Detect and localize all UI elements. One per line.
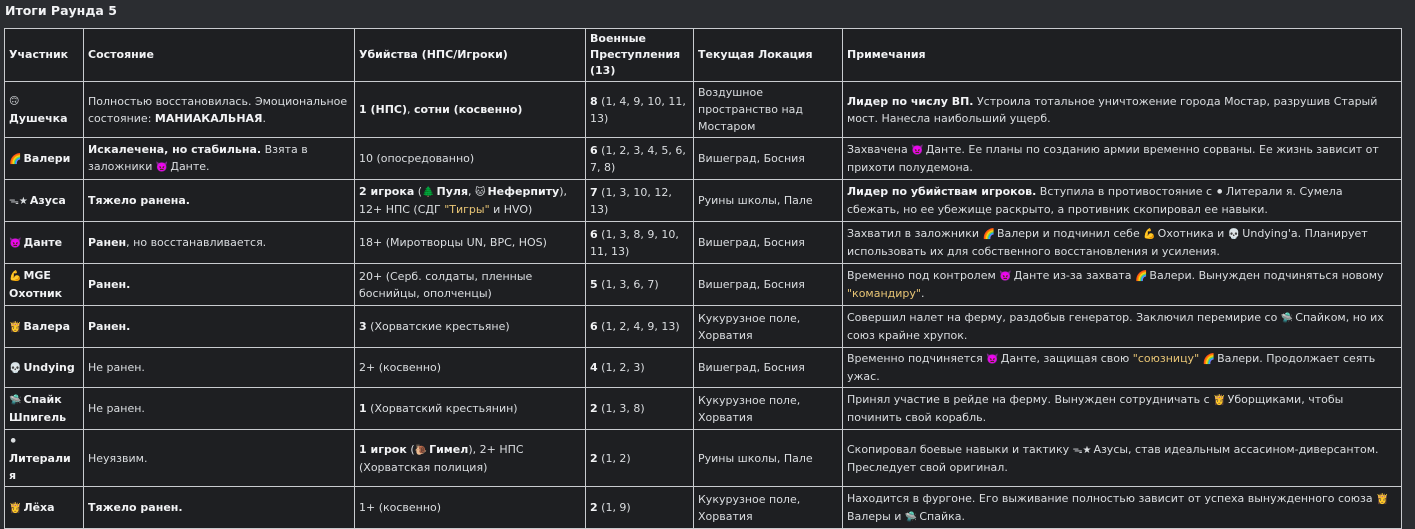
state-text-end: .	[206, 160, 210, 173]
notes-text-end: Undying'а. Планирует использовать их для собственного восстановления и усиления.	[847, 227, 1368, 258]
cell-state	[84, 306, 355, 348]
notes-text: Устроила тотальное уничтожение города Мостар, разрушив Старый мост. Нанесла наибольший ущерб.	[847, 94, 1378, 125]
crimes-list: (1, 3, 8, 9, 10, 11, 13)	[590, 227, 679, 258]
crimes-list: (1, 9)	[597, 501, 631, 514]
notes-text-2: Валери и подчинил себе	[996, 227, 1144, 240]
cell-location: Кукурузное поле, Хорватия	[694, 306, 843, 348]
header-crimes-line2: Преступления (13)	[590, 48, 681, 77]
cell-notes	[843, 82, 1402, 138]
table-header-row	[5, 29, 1402, 82]
princess-icon: 👸	[1213, 395, 1226, 406]
table-row-mge-hunter	[5, 264, 1402, 306]
state-emphasis: Ранен.	[88, 278, 131, 291]
cell-location: Руины школы, Пале	[694, 180, 843, 222]
cell-participant	[5, 348, 84, 388]
flying-saucer-icon: 🛸	[904, 511, 918, 523]
sparkle-icon: ᯓ★	[9, 195, 28, 207]
cell-kills	[355, 306, 586, 348]
cell-participant	[5, 82, 84, 138]
cell-location: Кукурузное поле, Хорватия	[694, 487, 843, 529]
rainbow-icon: 🌈	[9, 153, 22, 165]
state-emphasis: Искалечена, но стабильна.	[88, 143, 262, 156]
cell-state	[84, 180, 355, 222]
kills-count: 3	[359, 320, 367, 333]
table-row-valera	[5, 306, 1402, 348]
header-location: Текущая Локация	[694, 29, 843, 82]
skull-icon: 💀	[1227, 229, 1241, 240]
cell-kills	[355, 388, 586, 430]
cell-participant	[5, 264, 84, 306]
round-summary-table	[4, 28, 1402, 529]
crimes-list: (1, 2, 3)	[597, 361, 645, 374]
kills-paren: (	[414, 185, 423, 198]
black-circle-icon: ⚫	[9, 436, 18, 447]
devil-icon: 👿	[911, 145, 924, 156]
cell-crimes	[586, 487, 694, 529]
notes-text-3: Охотника и	[1157, 227, 1228, 240]
participant-name: Лёха	[23, 500, 55, 514]
crimes-count: 6	[590, 143, 598, 157]
crimes-count: 2	[590, 402, 598, 415]
devil-icon: 👿	[9, 237, 22, 249]
participant-name: Undying	[23, 360, 75, 374]
princess-icon: 👸	[9, 502, 22, 514]
cat-icon: 🐱	[475, 187, 486, 198]
notes-ref-dante: Данте	[925, 143, 962, 156]
crimes-count: 6	[590, 320, 598, 333]
cell-state: Не ранен.	[84, 388, 355, 430]
flying-saucer-icon: 🛸	[9, 395, 22, 406]
cell-state	[84, 222, 355, 264]
kills-sep: ,	[468, 185, 476, 198]
state-ref-dante: Данте	[170, 160, 207, 173]
kills-npc: 1 (НПС)	[359, 103, 408, 116]
header-participant: Участник	[5, 29, 84, 82]
sparkle-icon: ᯓ★	[1072, 444, 1092, 456]
flexed-biceps-icon: 💪	[1143, 229, 1156, 240]
cell-kills: 1+ (косвенно)	[355, 487, 586, 529]
crimes-list: (1, 3, 8)	[597, 402, 645, 415]
participant-name-line2: Охотник	[9, 287, 63, 300]
crimes-count: 7	[590, 185, 598, 199]
crimes-list: (1, 3, 10, 12, 13)	[590, 185, 672, 216]
crimes-list: (1, 2, 4, 9, 13)	[597, 320, 680, 333]
flexed-biceps-icon: 💪	[9, 271, 22, 282]
cell-notes	[843, 348, 1402, 388]
cell-crimes	[586, 82, 694, 138]
cell-kills: 10 (опосредованно)	[355, 138, 586, 180]
participant-name-line2: Шпигель	[9, 411, 67, 424]
crimes-list: (1, 2, 3, 4, 5, 6, 7, 8)	[590, 143, 686, 174]
notes-text: Захвачена	[847, 143, 912, 156]
tree-icon: 🌲	[422, 187, 435, 198]
cell-participant	[5, 138, 84, 180]
flying-saucer-icon: 🛸	[1280, 313, 1294, 324]
notes-text-end: Уборщиками, чтобы починить свой корабль.	[847, 393, 1344, 424]
state-emphasis: Тяжело ранен.	[88, 501, 183, 514]
page-title: Итоги Раунда 5	[5, 3, 117, 18]
cell-state	[84, 487, 355, 529]
cell-notes	[843, 306, 1402, 348]
cell-state: Не ранен.	[84, 348, 355, 388]
participant-name-line1: Литерали	[9, 452, 71, 465]
notes-text: Временно под контролем	[847, 269, 1000, 282]
header-crimes	[586, 29, 694, 82]
cell-notes	[843, 430, 1402, 487]
kills-players: 1 игрок	[359, 442, 407, 456]
notes-text-end: . Ее планы по созданию армии временно сорваны. Ее жизнь зависит от прихоти полудемона.	[847, 143, 1379, 174]
princess-icon: 👸	[1376, 493, 1389, 505]
notes-text-3: Валери. Вынужден подчиняться новому	[1149, 269, 1384, 282]
table-row-literali	[5, 430, 1402, 487]
kills-text: (Хорватский крестьянин)	[366, 402, 518, 415]
notes-text-2: Данте из-за захвата	[1013, 269, 1135, 282]
devil-icon: 👿	[155, 162, 169, 173]
notes-text-end: Литерали я. Сумела сбежать, но ее убежище раскрыто, а противник скопировал ее навыки.	[847, 185, 1343, 216]
upside-down-face-icon: 🙃	[9, 96, 20, 107]
cell-participant	[5, 222, 84, 264]
cell-kills: 20+ (Серб. солдаты, пленные боснийцы, ополченцы)	[355, 264, 586, 306]
cell-state	[84, 264, 355, 306]
cell-notes	[843, 264, 1402, 306]
notes-text-end: Спайком, но их союз крайне хрупок.	[847, 311, 1384, 342]
header-kills: Убийства (НПС/Игроки)	[355, 29, 586, 82]
notes-text: Принял участие в рейде на ферму. Вынужден сотрудничать с	[847, 393, 1214, 406]
cell-crimes	[586, 222, 694, 264]
notes-text: Находится в фургоне. Его выживание полностью зависит от успеха вынужденного союза	[847, 491, 1377, 505]
table-row-spike	[5, 388, 1402, 430]
cell-notes	[843, 222, 1402, 264]
cell-kills	[355, 82, 586, 138]
notes-text-end: Азусы, став идеальным ассасином-диверсантом. Преследует свой оригинал.	[847, 442, 1379, 474]
kills-paren: (	[406, 442, 415, 456]
notes-quote: "союзницу"	[1132, 352, 1200, 365]
header-notes: Примечания	[843, 29, 1402, 82]
cell-kills: 18+ (Миротворцы UN, ВРС, HOS)	[355, 222, 586, 264]
kills-text: ), 12+ НПС (СДГ	[359, 185, 568, 216]
participant-name: Азуса	[29, 193, 66, 207]
cell-participant	[5, 487, 84, 529]
crimes-count: 2	[590, 451, 598, 465]
cell-crimes	[586, 264, 694, 306]
cell-state: Неуязвим.	[84, 430, 355, 487]
kills-quote: "Тигры"	[444, 203, 490, 216]
participant-name-line2: я	[9, 469, 17, 482]
participant-name: Валери	[23, 151, 71, 165]
black-circle-icon: ⚫	[1215, 187, 1224, 198]
header-crimes-line1: Военные	[590, 32, 647, 45]
participant-name-line1: Спайк	[23, 393, 62, 406]
state-emphasis: МАНИАКАЛЬНАЯ	[154, 111, 263, 125]
cell-participant	[5, 306, 84, 348]
cell-kills: 2+ (косвенно)	[355, 348, 586, 388]
table-row-undying	[5, 348, 1402, 388]
notes-emphasis: Лидер по числу ВП.	[847, 94, 974, 108]
kills-text-end: и HVO)	[489, 203, 533, 216]
cell-notes	[843, 487, 1402, 529]
rainbow-icon: 🌈	[982, 229, 995, 240]
cell-location: Вишеград, Босния	[694, 264, 843, 306]
cell-location: Кукурузное поле, Хорватия	[694, 388, 843, 430]
state-emphasis: Ранен.	[88, 320, 131, 333]
cell-crimes	[586, 138, 694, 180]
notes-emphasis: Лидер по убийствам игроков.	[847, 185, 1037, 198]
notes-text-end: .	[920, 287, 925, 300]
table-row-lyokha	[5, 487, 1402, 529]
table-row-azusa	[5, 180, 1402, 222]
cell-crimes	[586, 388, 694, 430]
participant-name: Валера	[23, 319, 71, 333]
crimes-count: 6	[590, 227, 598, 241]
cell-participant	[5, 180, 84, 222]
header-state: Состояние	[84, 29, 355, 82]
cell-notes	[843, 180, 1402, 222]
cell-notes	[843, 388, 1402, 430]
notes-text: Временно подчиняется	[847, 352, 987, 365]
cell-participant	[5, 430, 84, 487]
notes-text-2: Валеры и	[847, 509, 905, 523]
cell-crimes	[586, 430, 694, 487]
crimes-list: (1, 2)	[597, 451, 631, 465]
cell-crimes	[586, 348, 694, 388]
kills-victim-gimel: Гимел	[429, 442, 469, 456]
table-row-dushechka	[5, 82, 1402, 138]
kills-text: (Хорватские крестьяне)	[366, 320, 510, 333]
crimes-count: 5	[590, 278, 598, 291]
state-emphasis: Ранен	[88, 236, 127, 249]
rainbow-icon: 🌈	[1134, 271, 1148, 282]
cell-location: Руины школы, Пале	[694, 430, 843, 487]
notes-text: Вступила в противостояние с	[1036, 185, 1216, 198]
kills-victim-pulya: Пуля	[436, 185, 469, 198]
snail-icon: 🐌	[414, 444, 428, 456]
cell-notes	[843, 138, 1402, 180]
devil-icon: 👿	[986, 354, 999, 365]
kills-sep: ,	[407, 103, 415, 116]
crimes-count: 4	[590, 361, 598, 374]
cell-kills	[355, 180, 586, 222]
participant-name: Душечка	[9, 112, 68, 125]
state-text: Полностью восстановилась. Эмоциональное состояние:	[88, 94, 348, 125]
participant-name-line1: MGE	[23, 269, 51, 282]
cell-state	[84, 82, 355, 138]
state-emphasis: Тяжело ранена.	[88, 194, 190, 207]
princess-icon: 👸	[9, 321, 22, 333]
cell-crimes	[586, 180, 694, 222]
cell-location: Воздушное пространство над Мостаром	[694, 82, 843, 138]
notes-text-end: Спайка.	[919, 509, 966, 523]
notes-text-2: Данте, защищая свою	[1000, 352, 1133, 365]
cell-participant	[5, 388, 84, 430]
table-row-valeri	[5, 138, 1402, 180]
kills-indirect: сотни (косвенно)	[414, 103, 523, 116]
notes-text: Совершил налет на ферму, раздобыв генератор. Заключил перемирие со	[847, 311, 1281, 324]
crimes-count: 2	[590, 501, 598, 514]
skull-icon: 💀	[9, 362, 22, 374]
notes-text: Скопировал боевые навыки и тактику	[847, 442, 1073, 456]
cell-location: Вишеград, Босния	[694, 222, 843, 264]
kills-players: 2 игрока	[359, 185, 415, 198]
participant-name: Данте	[23, 235, 63, 249]
cell-state	[84, 138, 355, 180]
cell-crimes	[586, 306, 694, 348]
rainbow-icon: 🌈	[1202, 354, 1216, 365]
kills-victim-neferpitu: Неферпиту	[487, 185, 560, 198]
notes-quote: "командиру"	[847, 287, 921, 300]
table-row-dante	[5, 222, 1402, 264]
cell-location: Вишеград, Босния	[694, 348, 843, 388]
cell-kills	[355, 430, 586, 487]
kills-text: ), 2+ НПС (Хорватская полиция)	[359, 442, 524, 474]
state-text: Взята в заложники	[88, 143, 308, 173]
notes-text-end: Валери. Продолжает сеять ужас.	[847, 352, 1376, 383]
state-text: , но восстанавливается.	[126, 236, 267, 249]
crimes-count: 8	[590, 94, 598, 108]
state-text-end: .	[262, 111, 267, 125]
cell-location: Вишеград, Босния	[694, 138, 843, 180]
kills-count: 1	[359, 402, 367, 415]
crimes-list: (1, 3, 6, 7)	[597, 278, 659, 291]
crimes-list: (1, 4, 9, 10, 11, 13)	[590, 94, 686, 125]
devil-icon: 👿	[999, 271, 1012, 282]
notes-text: Захватил в заложники	[847, 227, 983, 240]
